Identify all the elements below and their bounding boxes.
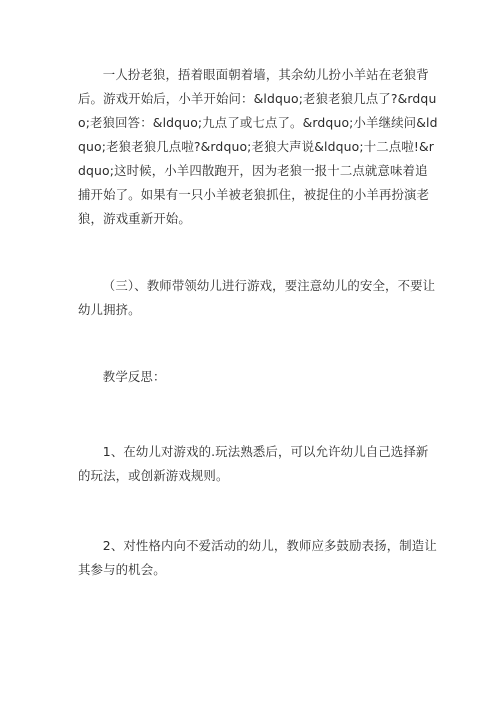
heading-teaching-reflection: 教学反思： [102, 369, 166, 384]
paragraph-teacher-guidance: （三）、教师带领幼儿进行游戏，要注意幼儿的安全，不要让幼儿拥挤。 [78, 278, 436, 317]
paragraph-game-rules: 一人扮老狼，捂着眼面朝着墙，其余幼儿扮小羊站在老狼背后。游戏开始后，小羊开始问：&ldquo;老狼老狼几点了?&rdquo;老狼回答：&ldquo;九点了或七点了。&rdquo;小羊继续问&ldquo;老狼老狼几点啦?&rdquo;老狼大声说&ldquo;十二点啦!&rdquo;这时候，小羊四散跑开，因为老狼一报十二点就意味着追捕开始了。如果有一只小羊被老狼抓住，被捉住的小羊再扮演老狼，游戏重新开始。 [78, 67, 438, 226]
paragraph-reflection-1: 1、在幼儿对游戏的.玩法熟悉后，可以允许幼儿自己选择新的玩法，或创新游戏规则。 [78, 444, 429, 483]
paragraph-reflection-2: 2、对性格内向不爱活动的幼儿，教师应多鼓励表扬，制造让其参与的机会。 [78, 538, 437, 577]
